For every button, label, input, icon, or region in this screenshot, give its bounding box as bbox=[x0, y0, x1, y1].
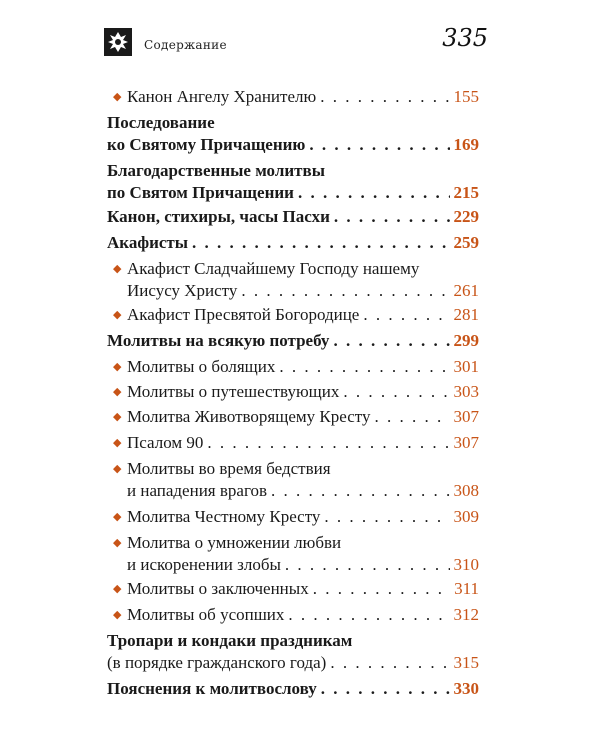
entry-title: Молитвы на всякую потребу bbox=[107, 331, 330, 350]
entry-title: Иисусу Христу bbox=[127, 281, 238, 300]
entry-page: 308 bbox=[453, 481, 479, 500]
entry-title: Молитвы о путешествующих bbox=[127, 382, 340, 401]
dot-leader bbox=[333, 330, 449, 352]
entry-title: Канон Ангелу Хранителю bbox=[127, 87, 317, 106]
dot-leader bbox=[374, 406, 449, 428]
entry-title: ко Святому Причащению bbox=[107, 135, 306, 154]
bullet-diamond-icon: ◆ bbox=[113, 263, 122, 275]
dot-leader bbox=[334, 206, 450, 228]
dot-leader bbox=[321, 678, 450, 700]
entry-page: 259 bbox=[453, 233, 479, 252]
entry-page: 155 bbox=[453, 87, 479, 106]
entry-title: Канон, стихиры, часы Пасхи bbox=[107, 207, 330, 226]
toc-entry[interactable] bbox=[113, 86, 479, 108]
toc-entry[interactable] bbox=[127, 554, 479, 576]
entry-title: Пояснения к молитвослову bbox=[107, 679, 317, 698]
dot-leader bbox=[343, 381, 449, 403]
entry-title: Молитвы об усопших bbox=[127, 605, 285, 624]
entry-title: Молитвы во время бедствия bbox=[127, 459, 331, 478]
entry-page: 315 bbox=[453, 653, 479, 672]
toc-entry-line1[interactable] bbox=[107, 112, 479, 134]
toc-entry[interactable] bbox=[113, 406, 479, 428]
ornament-cross-icon bbox=[104, 28, 132, 56]
entry-page: 330 bbox=[453, 679, 479, 698]
toc-entry[interactable] bbox=[113, 432, 479, 454]
dot-leader bbox=[313, 578, 450, 600]
bullet-diamond-icon: ◆ bbox=[113, 537, 122, 549]
entry-title: Молитвы о заключенных bbox=[127, 579, 309, 598]
bullet-diamond-icon: ◆ bbox=[113, 91, 122, 103]
entry-page: 312 bbox=[453, 605, 479, 624]
toc-entry-line1[interactable] bbox=[113, 458, 479, 480]
toc-entry[interactable] bbox=[107, 206, 479, 228]
entry-title: (в порядке гражданского года) bbox=[107, 653, 327, 672]
entry-title: Акафисты bbox=[107, 233, 189, 252]
dot-leader bbox=[320, 86, 449, 108]
entry-title: и нападения врагов bbox=[127, 481, 268, 500]
entry-title: Акафист Сладчайшему Господу нашему bbox=[127, 259, 420, 278]
entry-page: 301 bbox=[453, 357, 479, 376]
dot-leader bbox=[192, 232, 449, 254]
dot-leader bbox=[279, 356, 449, 378]
toc-entry[interactable] bbox=[127, 280, 479, 302]
toc-entry-line1[interactable] bbox=[113, 532, 479, 554]
entry-title: Молитва Животворящему Кресту bbox=[127, 407, 371, 426]
toc-entry[interactable] bbox=[113, 506, 479, 528]
dot-leader bbox=[285, 554, 450, 576]
toc-entry[interactable] bbox=[113, 356, 479, 378]
dot-leader bbox=[363, 304, 449, 326]
entry-page: 309 bbox=[453, 507, 479, 526]
toc-entry-line1[interactable] bbox=[107, 630, 479, 652]
entry-page: 215 bbox=[453, 183, 479, 202]
entry-page: 299 bbox=[453, 331, 479, 350]
entry-title: Молитва о умножении любви bbox=[127, 533, 342, 552]
entry-page: 281 bbox=[453, 305, 479, 324]
entry-title: Молитва Честному Кресту bbox=[127, 507, 321, 526]
entry-page: 303 bbox=[453, 382, 479, 401]
dot-leader bbox=[288, 604, 449, 626]
bullet-diamond-icon: ◆ bbox=[113, 361, 122, 373]
entry-title: Благодарственные молитвы bbox=[107, 161, 325, 180]
dot-leader bbox=[330, 652, 449, 674]
toc-entry[interactable] bbox=[113, 578, 479, 600]
page-number: 335 bbox=[442, 24, 488, 52]
entry-title: по Святом Причащении bbox=[107, 183, 294, 202]
dot-leader bbox=[241, 280, 449, 302]
entry-title: и искоренении злобы bbox=[127, 555, 281, 574]
entry-page: 229 bbox=[453, 207, 479, 226]
bullet-diamond-icon: ◆ bbox=[113, 463, 122, 475]
dot-leader bbox=[309, 134, 449, 156]
dot-leader bbox=[207, 432, 449, 454]
toc-entry[interactable] bbox=[127, 480, 479, 502]
toc-entry[interactable] bbox=[107, 678, 479, 700]
page-header bbox=[104, 26, 494, 60]
dot-leader bbox=[271, 480, 449, 502]
bullet-diamond-icon: ◆ bbox=[113, 309, 122, 321]
entry-title: Молитвы о болящих bbox=[127, 357, 276, 376]
toc-entry[interactable] bbox=[113, 604, 479, 626]
bullet-diamond-icon: ◆ bbox=[113, 437, 122, 449]
toc-entry[interactable] bbox=[113, 381, 479, 403]
entry-page: 307 bbox=[453, 433, 479, 452]
entry-title: Псалом 90 bbox=[127, 433, 204, 452]
bullet-diamond-icon: ◆ bbox=[113, 386, 122, 398]
bullet-diamond-icon: ◆ bbox=[113, 583, 122, 595]
bullet-diamond-icon: ◆ bbox=[113, 411, 122, 423]
entry-title: Тропари и кондаки праздникам bbox=[107, 631, 353, 650]
entry-page: 311 bbox=[454, 579, 479, 598]
toc-entry[interactable] bbox=[107, 330, 479, 352]
entry-title: Акафист Пресвятой Богородице bbox=[127, 305, 360, 324]
dot-leader bbox=[298, 182, 450, 204]
section-title: Содержание bbox=[144, 38, 227, 52]
bullet-diamond-icon: ◆ bbox=[113, 609, 122, 621]
toc-entry-line1[interactable] bbox=[113, 258, 479, 280]
bullet-diamond-icon: ◆ bbox=[113, 511, 122, 523]
toc-entry[interactable] bbox=[107, 182, 479, 204]
entry-page: 169 bbox=[453, 135, 479, 154]
entry-page: 310 bbox=[453, 555, 479, 574]
entry-page: 307 bbox=[453, 407, 479, 426]
toc-entry[interactable] bbox=[107, 232, 479, 254]
entry-title: Последование bbox=[107, 113, 215, 132]
toc-entry[interactable] bbox=[113, 304, 479, 326]
toc-entry[interactable] bbox=[107, 134, 479, 156]
toc-entry-line1[interactable] bbox=[107, 160, 479, 182]
toc-entry[interactable] bbox=[107, 652, 479, 674]
entry-page: 261 bbox=[453, 281, 479, 300]
dot-leader bbox=[324, 506, 449, 528]
